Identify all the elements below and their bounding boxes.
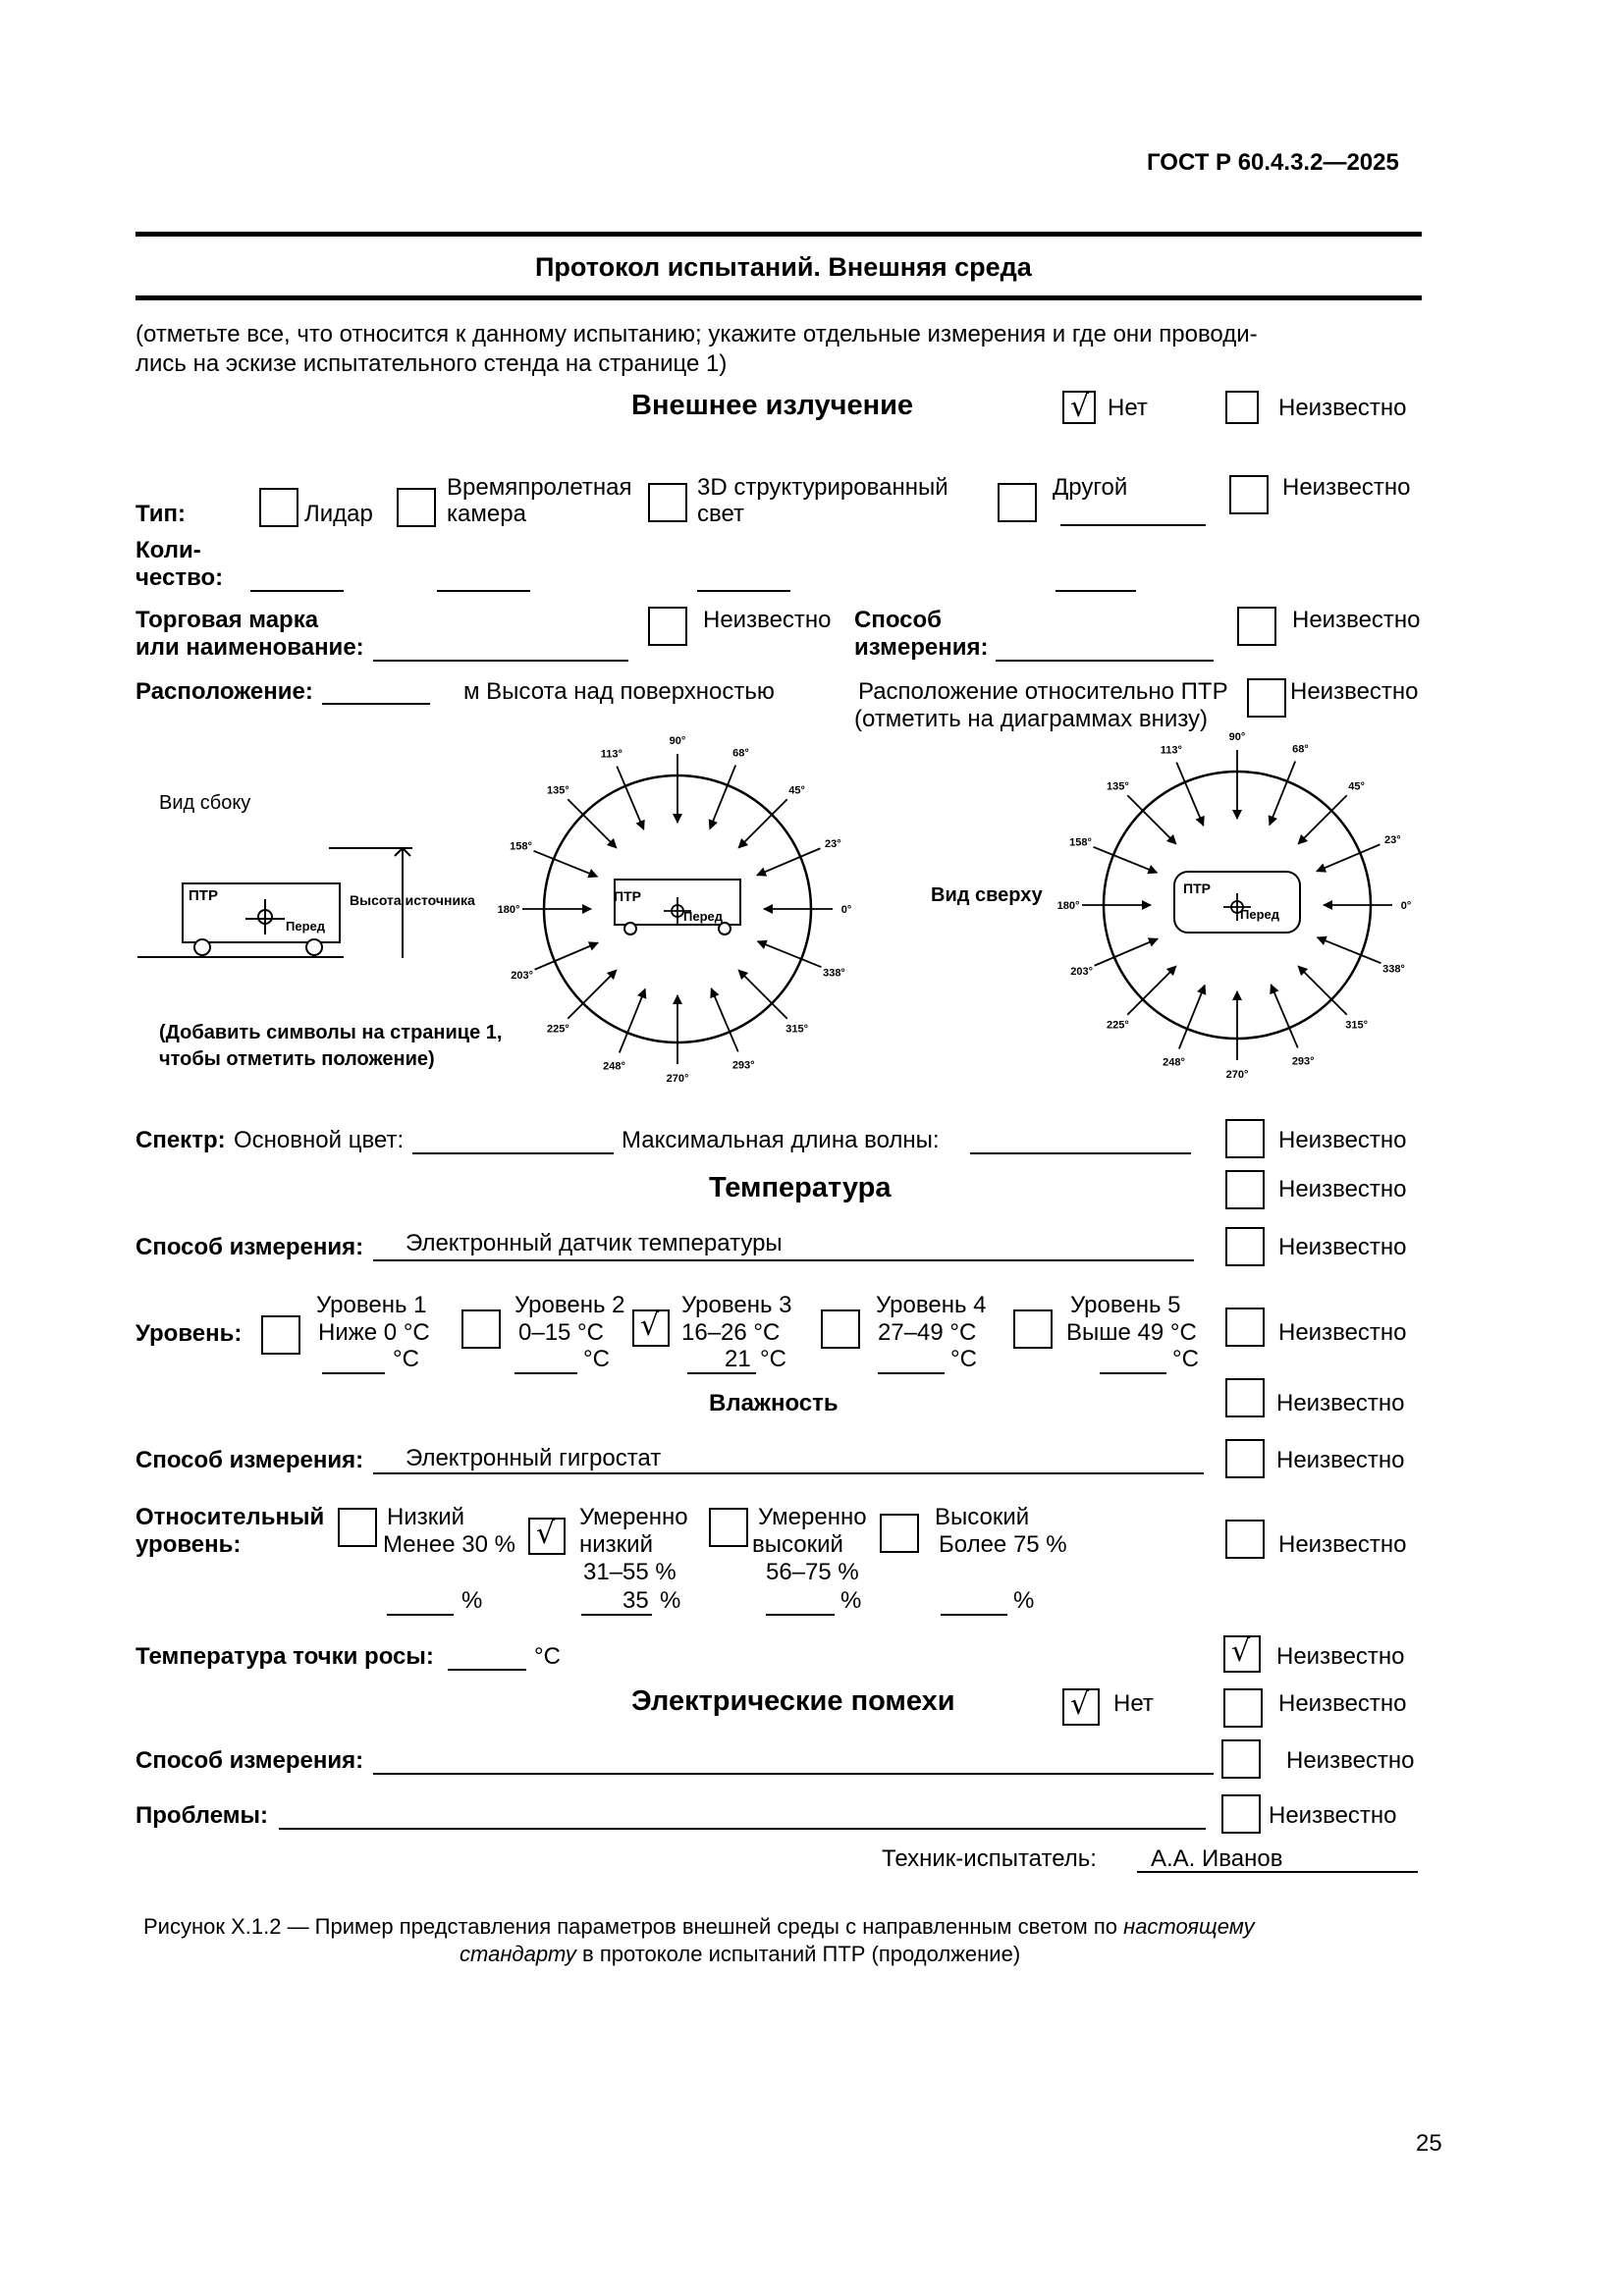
brand-label-2: или наименование: (135, 634, 364, 661)
angle-label: 68° (1292, 743, 1309, 756)
side-view-rose (498, 735, 852, 1085)
signature-name[interactable]: А.А. Иванов (1151, 1845, 1283, 1872)
type-lidar-checkbox[interactable] (259, 488, 298, 527)
hum-level-1-name-2: Менее 30 % (383, 1531, 515, 1558)
humidity-unknown-label: Неизвестно (1276, 1390, 1405, 1416)
hum-level-2-checkbox[interactable] (528, 1518, 566, 1555)
temp-method-unknown-label: Неизвестно (1278, 1234, 1407, 1260)
hum-level-1-name-1: Низкий (387, 1504, 465, 1530)
angle-label: 203° (1070, 966, 1094, 979)
direction-arrow (758, 941, 822, 967)
temp-method-label: Способ измерения: (135, 1234, 364, 1260)
angle-label: 23° (1384, 833, 1401, 846)
hum-level-1-checkbox[interactable] (338, 1508, 377, 1547)
instructions-line-1: (отметьте все, что относится к данному испытанию; укажите отдельные измерения и где они проводи- (135, 321, 1258, 347)
direction-arrow (711, 988, 737, 1051)
temp-level-4-checkbox[interactable] (821, 1309, 860, 1349)
caption-line-2a: стандарту (460, 1942, 576, 1966)
angle-label: 315° (1345, 1019, 1369, 1032)
temp-level-2-field[interactable] (514, 1372, 577, 1374)
interference-method-field[interactable] (373, 1773, 1214, 1775)
angle-label: 158° (510, 840, 532, 853)
hum-level-3-range: 56–75 % (766, 1559, 859, 1585)
temp-level-5-name: Уровень 5 (1070, 1292, 1181, 1318)
side-front-label: Перед (286, 919, 325, 934)
hum-level-2-range: 31–55 % (583, 1559, 677, 1585)
angle-label: 68° (732, 747, 749, 760)
hum-levels-unknown-label: Неизвестно (1278, 1531, 1407, 1558)
protocol-title: Протокол испытаний. Внешняя среда (535, 252, 1032, 282)
brand-unknown-label: Неизвестно (703, 607, 832, 633)
temp-level-4-field[interactable] (878, 1372, 945, 1374)
main-color-field[interactable] (412, 1152, 614, 1154)
angle-label: 0° (840, 904, 852, 916)
dew-unknown-checkbox[interactable] (1223, 1635, 1261, 1673)
radiation-no-label: Нет (1108, 395, 1148, 421)
add-symbols-2: чтобы отметить положение) (159, 1048, 435, 1070)
direction-arrow (710, 766, 735, 829)
temp-level-2-checkbox[interactable] (461, 1309, 501, 1349)
angle-label: 203° (511, 970, 534, 983)
type-other-field[interactable] (1060, 524, 1206, 526)
rel-location-unknown-checkbox[interactable] (1247, 678, 1286, 718)
interference-unknown-label: Неизвестно (1278, 1690, 1407, 1717)
direction-arrow (534, 851, 598, 877)
angle-label: 180° (497, 904, 520, 916)
hum-method-field[interactable] (373, 1472, 1204, 1474)
instructions-line-2: лись на эскизе испытательного стенда на странице 1) (135, 350, 728, 377)
hum-method-value[interactable]: Электронный гигростат (406, 1445, 662, 1471)
interference-no-label: Нет (1113, 1690, 1154, 1717)
angle-label: 135° (1106, 780, 1129, 793)
rel-location-1: Расположение относительно ПТР (858, 678, 1228, 705)
temp-level-2-range: 0–15 °С (518, 1319, 604, 1346)
direction-arrow (620, 989, 645, 1053)
temp-level-3-range: 16–26 °С (681, 1319, 781, 1346)
direction-arrow (1271, 985, 1297, 1047)
location-field[interactable] (322, 703, 430, 705)
temp-level-label: Уровень: (135, 1320, 243, 1347)
count-lidar-field[interactable] (250, 590, 344, 592)
angle-label: 338° (1382, 963, 1405, 976)
temp-levels-unknown-label: Неизвестно (1278, 1319, 1407, 1346)
top-rule (135, 232, 1422, 237)
hum-method-unknown-label: Неизвестно (1276, 1447, 1405, 1473)
max-wavelength-field[interactable] (970, 1152, 1191, 1154)
hum-level-1-field[interactable] (387, 1614, 454, 1616)
type-tof-label-2: камера (447, 501, 526, 527)
problems-field[interactable] (279, 1828, 1206, 1830)
rose-robot-wheel (624, 923, 636, 934)
hum-level-2-unit: % (660, 1587, 681, 1614)
hum-levels-unknown-checkbox[interactable] (1225, 1520, 1265, 1559)
direction-arrow (617, 767, 643, 829)
temp-level-1-unit: °С (393, 1346, 419, 1372)
rose-left-robot-label: ПТР (614, 888, 641, 904)
radiation-no-checkbox[interactable] (1062, 391, 1096, 424)
angle-label: 113° (600, 748, 623, 761)
signature-label: Техник-испытатель: (882, 1845, 1097, 1872)
direction-arrow (1179, 986, 1205, 1049)
temp-level-1-name: Уровень 1 (316, 1292, 427, 1318)
height-text: м Высота над поверхностью (463, 678, 775, 705)
temp-level-5-field[interactable] (1100, 1372, 1166, 1374)
direction-arrow (1270, 762, 1295, 826)
hum-level-label-1: Относительный (135, 1504, 325, 1530)
type-structured-light-checkbox[interactable] (648, 483, 687, 522)
angle-label: 135° (546, 784, 569, 797)
direction-arrow (757, 848, 820, 875)
temp-level-5-checkbox[interactable] (1013, 1309, 1053, 1349)
interference-method-label: Способ измерения: (135, 1747, 364, 1774)
type-unknown-checkbox[interactable] (1229, 475, 1269, 514)
temperature-heading: Температура (709, 1172, 892, 1203)
angle-label: 45° (1348, 780, 1365, 793)
type-tof-checkbox[interactable] (397, 488, 436, 527)
temp-level-3-name: Уровень 3 (681, 1292, 792, 1318)
temp-level-2-unit: °С (583, 1346, 610, 1372)
angle-label: 248° (603, 1060, 625, 1073)
problems-unknown-label: Неизвестно (1269, 1802, 1397, 1829)
rose-right-robot-label: ПТР (1183, 881, 1211, 896)
type-structured-light-label-2: свет (697, 501, 745, 527)
caption-line-1b: настоящему (1123, 1914, 1255, 1939)
hum-level-4-name-2: Более 75 % (939, 1531, 1067, 1558)
hum-level-3-name-1: Умеренно (758, 1504, 867, 1530)
hum-method-label: Способ измерения: (135, 1447, 364, 1473)
hum-level-3-unit: % (840, 1587, 862, 1614)
direction-arrow (1094, 847, 1158, 873)
temperature-unknown-label: Неизвестно (1278, 1176, 1407, 1202)
type-structured-light-label-1: 3D структурированный (697, 474, 948, 501)
radiation-unknown-label: Неизвестно (1278, 395, 1407, 421)
angle-label: 90° (1228, 731, 1246, 743)
angle-label: 0° (1400, 900, 1412, 912)
temp-level-4-name: Уровень 4 (876, 1292, 987, 1318)
temp-method-field[interactable] (373, 1259, 1194, 1261)
angle-label: 293° (1291, 1055, 1315, 1068)
temp-method-unknown-checkbox[interactable] (1225, 1227, 1265, 1266)
spectrum-unknown-checkbox[interactable] (1225, 1119, 1265, 1158)
angle-label: 338° (823, 967, 845, 980)
rose-robot-wheel (719, 923, 731, 934)
direction-diagrams (0, 726, 1624, 1109)
direction-arrow (535, 942, 598, 969)
rel-location-2: (отметить на диаграммах внизу) (854, 706, 1209, 732)
type-other-label: Другой (1053, 474, 1128, 501)
method-label-1: Способ (854, 607, 943, 633)
temp-level-3-value[interactable]: 21 (725, 1346, 751, 1372)
angle-label: 270° (666, 1073, 689, 1085)
side-view-label: Вид сбоку (159, 792, 251, 814)
rose-left-front-label: Перед (683, 909, 723, 924)
direction-arrow (1095, 938, 1158, 965)
problems-label: Проблемы: (135, 1802, 268, 1829)
direction-arrow (1176, 763, 1203, 826)
angle-label: 270° (1225, 1069, 1249, 1081)
hum-level-4-field[interactable] (941, 1614, 1007, 1616)
brand-field[interactable] (373, 660, 628, 662)
temp-level-3-checkbox[interactable] (632, 1309, 670, 1347)
source-height-label: Высота источника (350, 892, 475, 908)
interference-method-unknown-checkbox[interactable] (1221, 1739, 1261, 1779)
method-label-2: измерения: (854, 634, 989, 661)
direction-arrow (1317, 844, 1380, 871)
add-symbols-1: (Добавить символы на странице 1, (159, 1022, 503, 1043)
temp-level-3-unit: °С (760, 1346, 786, 1372)
temp-level-4-range: 27–49 °С (878, 1319, 977, 1346)
count-other-field[interactable] (1056, 590, 1136, 592)
humidity-heading: Влажность (709, 1390, 839, 1416)
interference-heading: Электрические помехи (631, 1685, 955, 1717)
side-robot-label: ПТР (189, 887, 218, 904)
type-unknown-label: Неизвестно (1282, 474, 1411, 501)
temp-level-1-checkbox[interactable] (261, 1315, 300, 1355)
temp-level-5-range: Выше 49 °С (1066, 1319, 1197, 1346)
interference-unknown-checkbox[interactable] (1223, 1688, 1263, 1728)
count-tof-field[interactable] (437, 590, 530, 592)
temp-level-2-name: Уровень 2 (514, 1292, 625, 1318)
temp-method-value[interactable]: Электронный датчик температуры (406, 1230, 783, 1256)
caption-line-2b: в протоколе испытаний ПТР (продолжение) (575, 1942, 1021, 1966)
dew-unit: °С (534, 1643, 561, 1670)
top-view-rose (1057, 731, 1412, 1081)
count-label-1: Коли- (135, 537, 201, 563)
hum-level-2-name-2: низкий (579, 1531, 653, 1558)
hum-level-3-checkbox[interactable] (709, 1508, 748, 1547)
temp-level-1-range: Ниже 0 °С (318, 1319, 430, 1346)
angle-label: 180° (1056, 900, 1080, 912)
angle-label: 248° (1163, 1056, 1185, 1069)
type-other-checkbox[interactable] (998, 483, 1037, 522)
angle-label: 45° (788, 784, 805, 797)
max-wavelength-label: Максимальная длина волны: (622, 1127, 940, 1153)
angle-label: 293° (731, 1059, 755, 1072)
direction-arrow (1318, 937, 1381, 963)
hum-level-2-value[interactable]: 35 (623, 1587, 649, 1614)
hum-level-2-name-1: Умеренно (579, 1504, 688, 1530)
count-label-2: чество: (135, 564, 224, 591)
dew-field[interactable] (448, 1669, 526, 1671)
hum-method-unknown-checkbox[interactable] (1225, 1439, 1265, 1478)
type-tof-label-1: Времяпролетная (447, 474, 632, 501)
hum-level-4-unit: % (1013, 1587, 1035, 1614)
hum-level-3-field[interactable] (766, 1614, 835, 1616)
temp-level-4-unit: °С (950, 1346, 977, 1372)
humidity-unknown-checkbox[interactable] (1225, 1378, 1265, 1417)
brand-unknown-checkbox[interactable] (648, 607, 687, 646)
location-label: Расположение: (135, 678, 313, 705)
main-color-label: Основной цвет: (234, 1127, 405, 1153)
doc-code: ГОСТ Р 60.4.3.2—2025 (1147, 149, 1399, 176)
type-label: Тип: (135, 501, 186, 527)
rel-location-unknown-label: Неизвестно (1290, 678, 1419, 705)
caption-line-1a: Рисунок Х.1.2 — Пример представления параметров внешней среды с направленным светом по (143, 1914, 1124, 1939)
problems-unknown-checkbox[interactable] (1221, 1794, 1261, 1834)
angle-label: 158° (1069, 836, 1092, 849)
hum-level-1-unit: % (461, 1587, 483, 1614)
method-field[interactable] (996, 660, 1214, 662)
angle-label: 225° (1106, 1019, 1129, 1032)
temperature-unknown-checkbox[interactable] (1225, 1170, 1265, 1209)
count-structured-light-field[interactable] (697, 590, 790, 592)
hum-level-3-name-2: высокий (752, 1531, 843, 1558)
method-unknown-checkbox[interactable] (1237, 607, 1276, 646)
angle-label: 90° (669, 735, 686, 747)
hum-level-4-checkbox[interactable] (880, 1514, 919, 1553)
angle-label: 225° (546, 1023, 569, 1036)
brand-label-1: Торговая марка (135, 607, 319, 633)
top-view-label: Вид сверху (931, 884, 1043, 906)
method-unknown-label: Неизвестно (1292, 607, 1421, 633)
caption-line-1 (143, 1914, 1255, 1940)
temp-level-1-field[interactable] (322, 1372, 385, 1374)
spectrum-unknown-label: Неизвестно (1278, 1127, 1407, 1153)
temp-level-5-unit: °С (1172, 1346, 1199, 1372)
angle-label: 315° (785, 1023, 809, 1036)
page-number: 25 (1416, 2130, 1442, 2157)
angle-label: 23° (825, 837, 841, 850)
type-lidar-label: Лидар (304, 501, 373, 527)
interference-no-checkbox[interactable] (1062, 1688, 1100, 1726)
rose-right-front-label: Перед (1240, 907, 1279, 922)
temp-levels-unknown-checkbox[interactable] (1225, 1308, 1265, 1347)
dew-unknown-label: Неизвестно (1276, 1643, 1405, 1670)
angle-label: 113° (1160, 744, 1182, 757)
dew-label: Температура точки росы: (135, 1643, 434, 1670)
radiation-unknown-checkbox[interactable] (1225, 391, 1259, 424)
radiation-heading: Внешнее излучение (631, 390, 914, 421)
interference-method-unknown-label: Неизвестно (1286, 1747, 1415, 1774)
title-rule (135, 295, 1422, 300)
hum-level-4-name-1: Высокий (935, 1504, 1030, 1530)
caption-line-2 (460, 1942, 1020, 1967)
spectrum-label: Спектр: (135, 1127, 226, 1153)
hum-level-label-2: уровень: (135, 1531, 242, 1558)
